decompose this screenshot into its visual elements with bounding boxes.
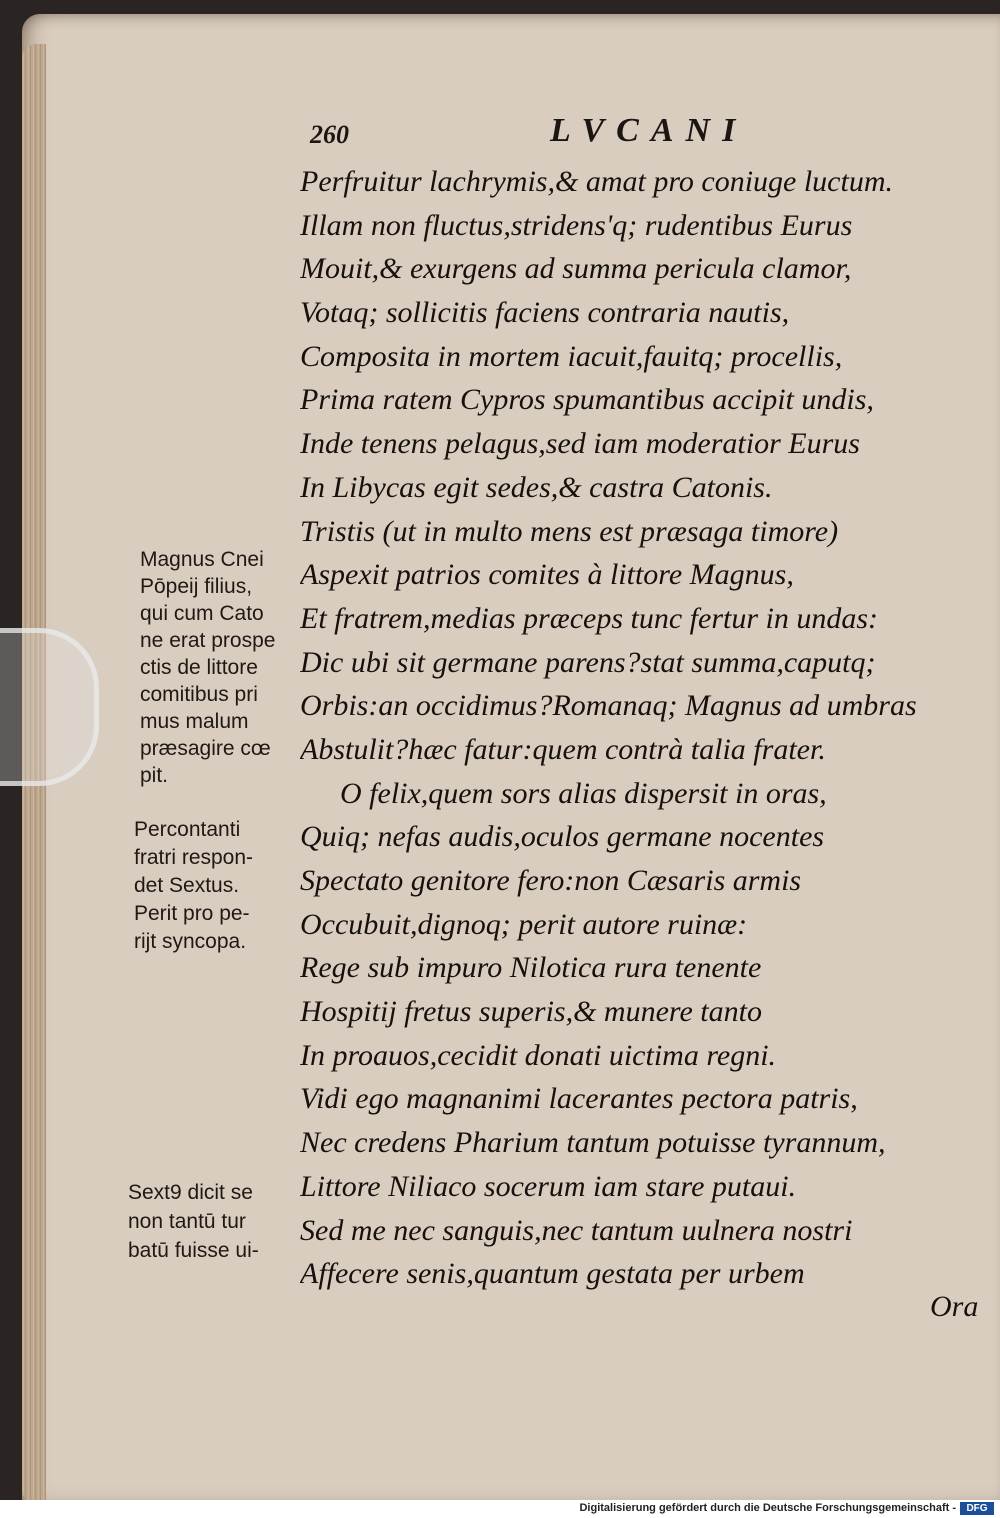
- verse-line: Littore Niliaco socerum iam stare putaui.: [300, 1169, 797, 1203]
- verse-line: In Libycas egit sedes,& castra Catonis.: [300, 470, 773, 504]
- verse-line: Et fratrem,medias præceps tunc fertur in undas:: [300, 601, 879, 635]
- verse-line: Illam non fluctus,stridens'q; rudentibus Eurus: [300, 208, 853, 242]
- verse-line: Votaq; sollicitis faciens contraria nautis,: [300, 296, 790, 330]
- verse-line: Abstulit?hæc fatur:quem contrà talia frater.: [300, 732, 826, 766]
- margin-note-line: comitibus pri: [140, 683, 258, 706]
- margin-note-line: mus malum: [140, 710, 249, 733]
- verse-line: Orbis:an occidimus?Romanaq; Magnus ad umbras: [300, 689, 917, 723]
- verse-line: O felix,quem sors alias dispersit in oras,: [340, 776, 827, 810]
- verse-line: Vidi ego magnanimi lacerantes pectora patris,: [300, 1082, 858, 1116]
- verse-line: Hospitij fretus superis,& munere tanto: [300, 995, 762, 1029]
- paper-clip: [0, 628, 99, 786]
- margin-note-line: Percontanti: [134, 818, 241, 841]
- margin-note-line: non tantū tur: [128, 1210, 246, 1233]
- verse-line: Prima ratem Cypros spumantibus accipit undis,: [300, 383, 874, 417]
- verse-line: Spectato genitore fero:non Cæsaris armis: [300, 864, 802, 897]
- page-header: [310, 112, 870, 152]
- margin-note: [140, 546, 310, 789]
- margin-note-line: batū fuisse ui-: [128, 1239, 259, 1262]
- verse-line: Occubuit,dignoq; perit autore ruinæ:: [300, 907, 748, 941]
- verse-line: Affecere senis,quantum gestata per urbem: [300, 1257, 805, 1291]
- verse-line: Rege sub impuro Nilotica rura tenente: [300, 951, 762, 985]
- margin-note-line: præsagire cœ: [140, 737, 271, 760]
- verse-line: Composita in mortem iacuit,fauitq; procellis,: [300, 339, 843, 373]
- footer-credit: Digitalisierung gefördert durch die Deutsche Forschungsgemeinschaft -: [579, 1502, 956, 1514]
- catchword: Ora: [930, 1290, 979, 1323]
- margin-note-line: Perit pro pe-: [134, 902, 250, 925]
- margin-note-line: Sext9 dicit se: [128, 1181, 253, 1204]
- margin-note: [134, 816, 304, 956]
- verse-line: Tristis (ut in multo mens est præsaga timore): [300, 514, 839, 548]
- dfg-logo-icon: DFG: [960, 1502, 994, 1515]
- verse-line: Dic ubi sit germane parens?stat summa,caputq;: [300, 645, 876, 679]
- margin-note-line: rijt syncopa.: [134, 930, 247, 953]
- verse-line: Aspexit patrios comites à littore Magnus,: [300, 558, 794, 592]
- verse-line: Mouit,& exurgens ad summa pericula clamor,: [300, 252, 852, 286]
- margin-note-line: qui cum Cato: [140, 602, 264, 625]
- margin-note-line: pit.: [140, 764, 169, 787]
- margin-note-line: det Sextus.: [134, 874, 240, 897]
- page-number: 260: [310, 120, 349, 149]
- verse-line: Inde tenens pelagus,sed iam moderatior Eurus: [300, 427, 860, 461]
- margin-note-line: ne erat prospe: [140, 629, 276, 652]
- verse-line: Sed me nec sanguis,nec tantum uulnera nostri: [300, 1213, 853, 1247]
- verse-block: [300, 160, 990, 1296]
- verse-line: Nec credens Pharium tantum potuisse tyrannum,: [300, 1126, 886, 1160]
- margin-note: [128, 1178, 298, 1265]
- margin-note-line: Pōpeij filius,: [140, 575, 253, 598]
- margin-note-line: Magnus Cnei: [140, 548, 264, 571]
- verse-line: Perfruitur lachrymis,& amat pro coniuge luctum.: [300, 165, 893, 198]
- verse-line: Quiq; nefas audis,oculos germane nocentes: [300, 820, 825, 854]
- footer-bar: [0, 1500, 1000, 1518]
- running-head: LVCANI: [550, 112, 748, 149]
- margin-note-line: fratri respon-: [134, 846, 254, 869]
- verse-line: In proauos,cecidit donati uictima regni.: [300, 1038, 777, 1072]
- margin-note-line: ctis de littore: [140, 656, 258, 679]
